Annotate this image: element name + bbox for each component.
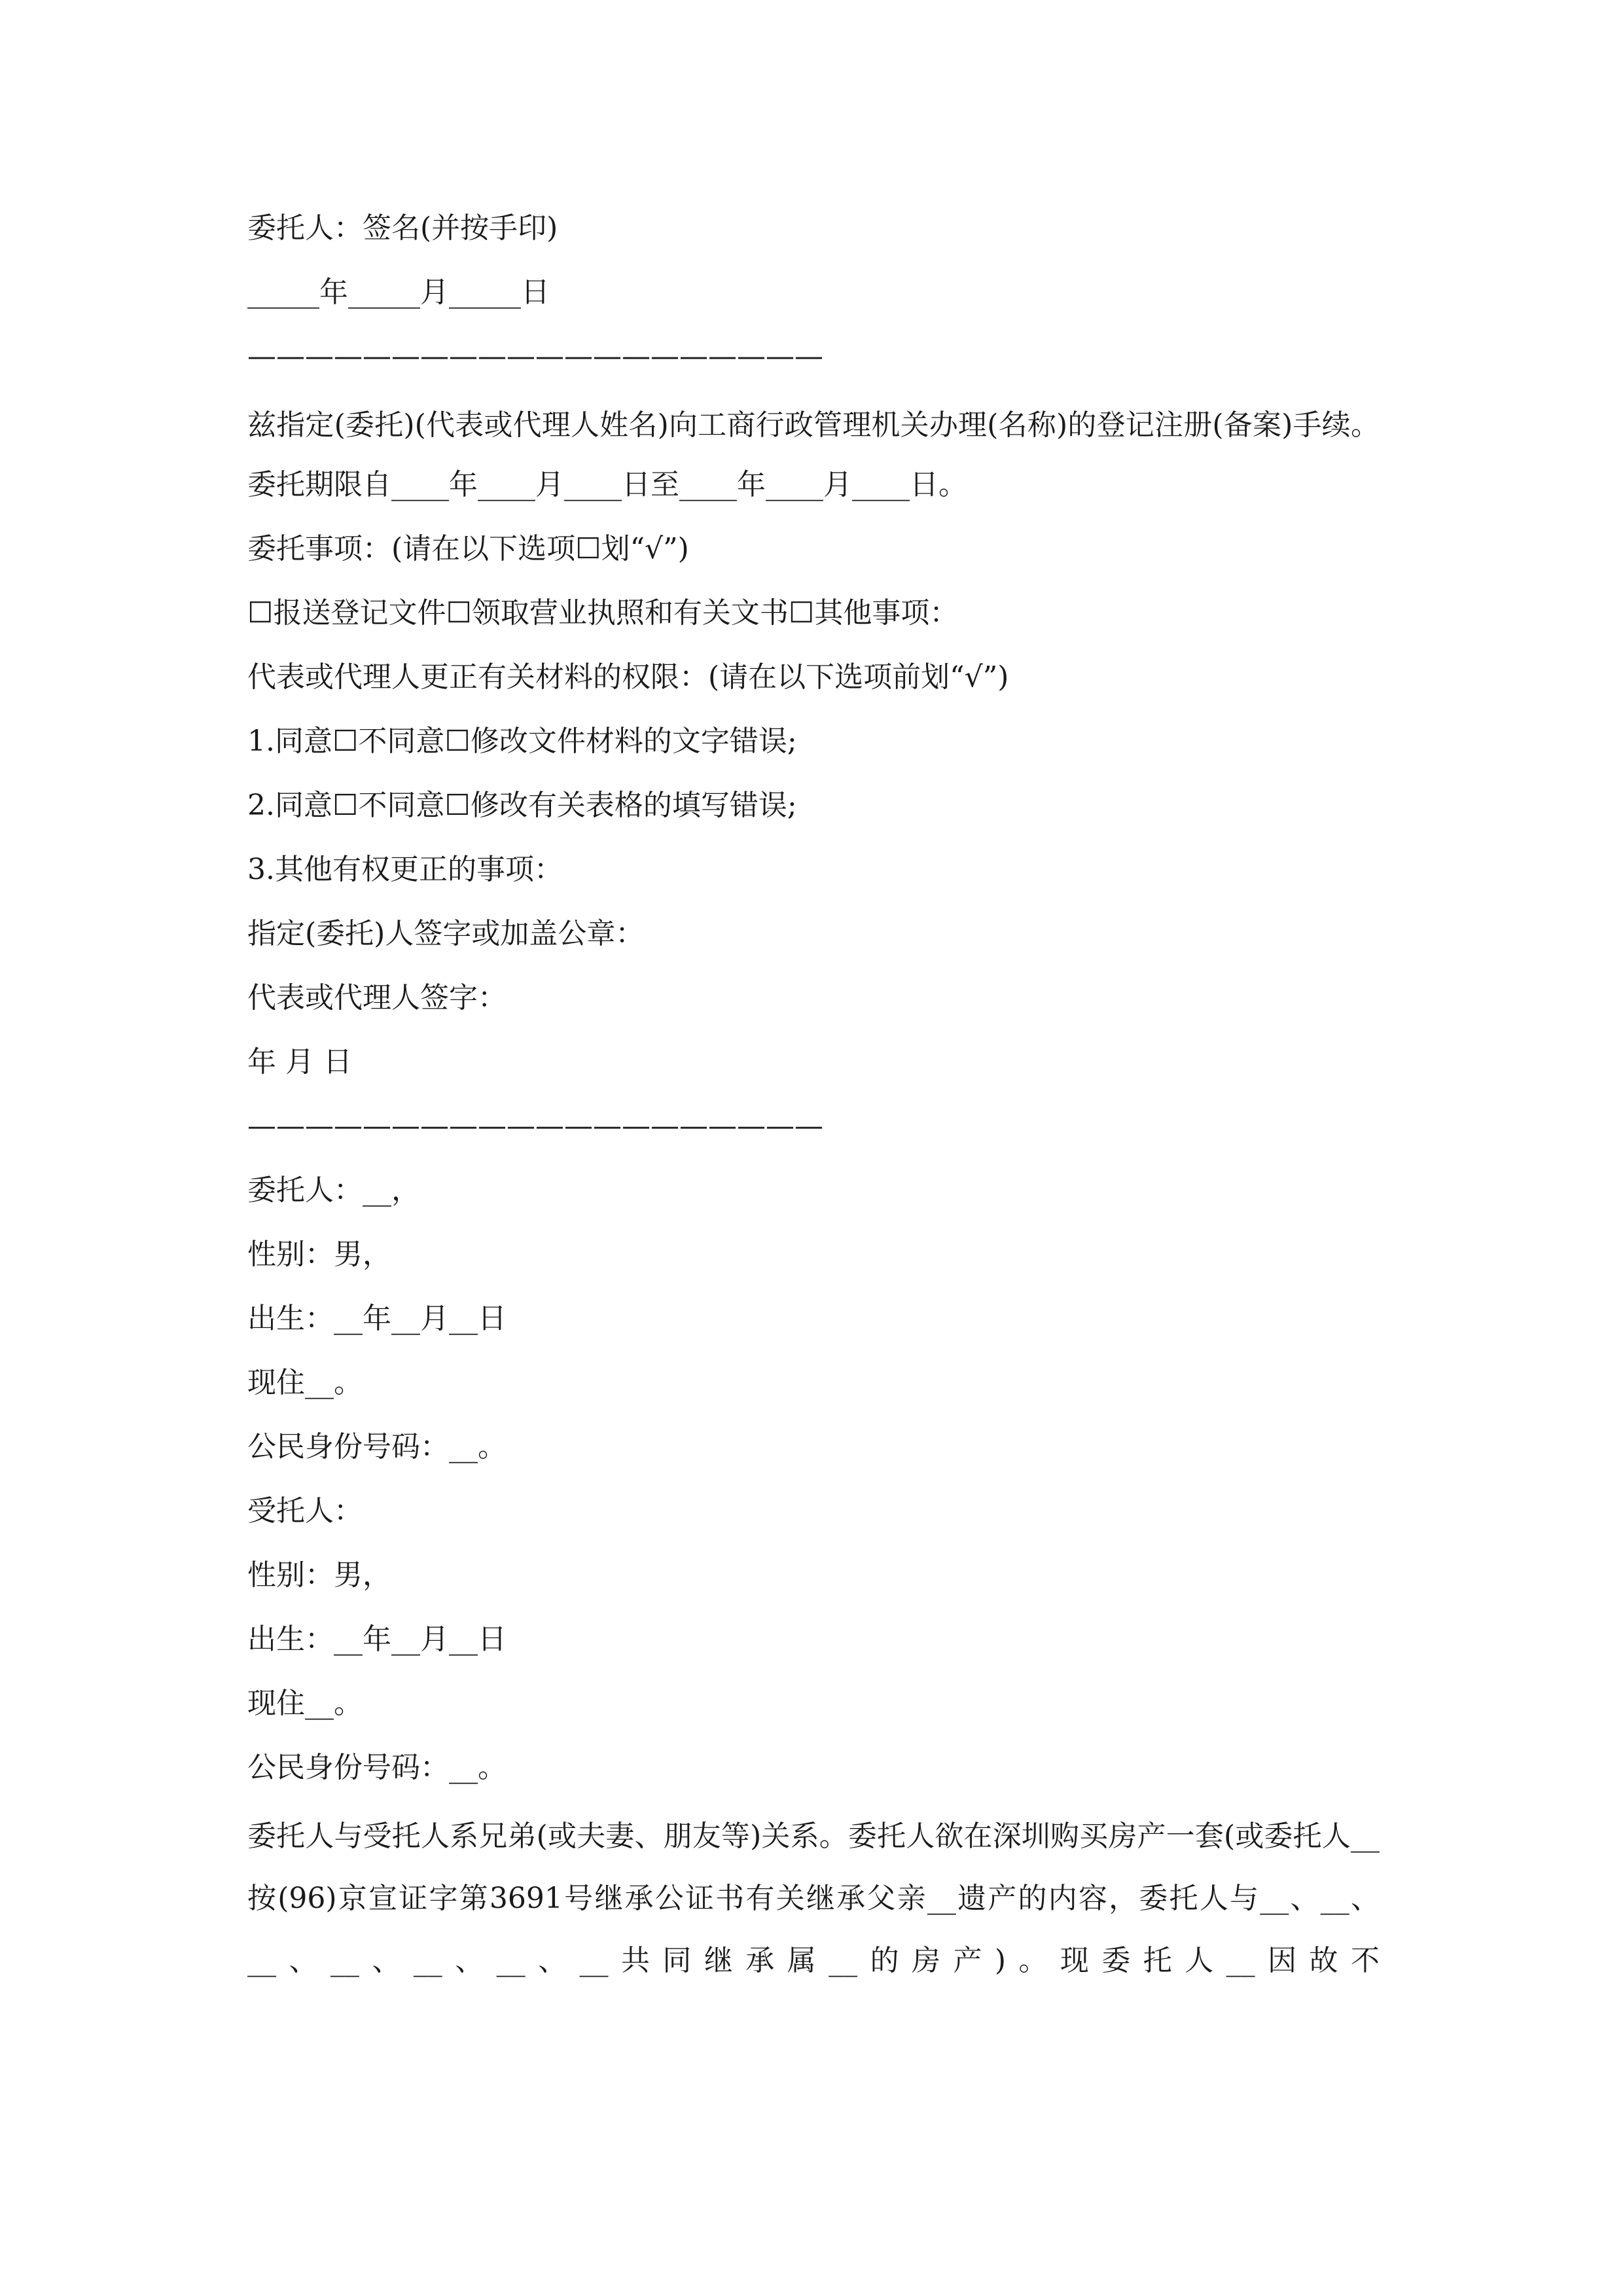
agent-name-line: 受托人： [247,1494,363,1528]
entrusted-matters-options: ☐报送登记文件☐领取营业执照和有关文书☐其他事项： [247,596,959,630]
principal-id-line: 公民身份号码：__。 [247,1430,507,1463]
correction-option-1: 1.同意☐不同意☐修改文件材料的文字错误; [247,725,797,758]
agent-address-line: 现住__。 [247,1687,363,1720]
separator-line: ———————————————————— [247,1109,823,1143]
correction-option-2: 2.同意☐不同意☐修改有关表格的填写错误; [247,789,797,822]
correction-authority-heading: 代表或代理人更正有关材料的权限：(请在以下选项前划“√”) [247,660,1009,694]
agent-gender-line: 性别：男， [247,1558,391,1592]
principal-gender-line: 性别：男， [247,1238,391,1271]
principal-signature-line: 委托人：签名(并按手印) [247,211,558,245]
entrustment-period-line: 委托期限自____年____月____日至____年____月____日。 [247,468,967,501]
agent-signature-line: 代表或代理人签字： [247,981,507,1014]
signature-date-line: _____年_____月_____日 [247,276,550,309]
principal-name-line: 委托人：__， [247,1174,420,1207]
document-body [247,202,1380,1994]
principal-address-line: 现住__。 [247,1366,363,1399]
designator-signature-line: 指定(委托)人签字或加盖公章： [247,917,645,950]
agent-birth-line: 出生：__年__月__日 [247,1623,507,1656]
separator-line: ———————————————————— [247,340,823,373]
entrusted-matters-heading: 委托事项：(请在以下选项☐划“√”) [247,532,689,565]
agent-id-line: 公民身份号码：__。 [247,1751,507,1784]
relationship-paragraph: 委托人与受托人系兄弟(或夫妻、朋友等)关系。委托人欲在深圳购买房产一套(或委托人__按(96)京宣证字第3691号继承公证书有关继承父亲__遗产的内容，委托人与__、__、__、__、__、__、__共同继承属__的房产)。现委托人__因故不 [247,1820,1380,1977]
designation-paragraph: 兹指定(委托)(代表或代理人姓名)向工商行政管理机关办理(名称)的登记注册(备案)手续。 [247,408,1380,442]
principal-birth-line: 出生：__年__月__日 [247,1302,507,1335]
correction-option-3: 3.其他有权更正的事项： [247,853,563,886]
date-line: 年 月 日 [247,1045,352,1079]
